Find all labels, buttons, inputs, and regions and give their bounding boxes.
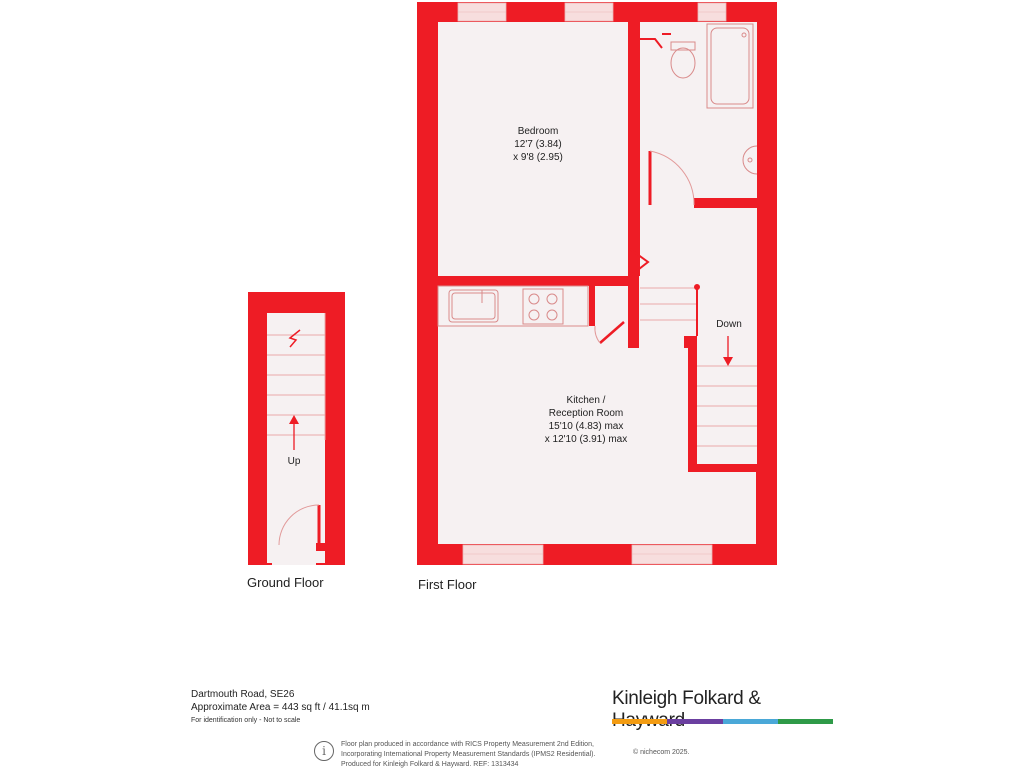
wall-stair-bottom [688,464,757,472]
wall-stair-stub [684,336,697,348]
ground-floor-hall [267,313,325,563]
property-info [191,688,370,727]
property-address: Dartmouth Road, SE26 [191,689,295,700]
first-floor [417,2,777,565]
brand-name: Kinleigh Folkard & [612,688,761,709]
bathroom-floor [640,22,757,198]
first-floor-label: First Floor [418,577,477,592]
landing-floor [640,208,757,284]
wall-cupboard [628,276,639,348]
ground-door-opening [272,545,316,565]
disclaimer-line1: Floor plan produced in accordance with RICS Property Measurement 2nd Edition, [341,741,594,748]
newel-post [694,284,700,290]
bedroom-name: Bedroom [517,126,559,137]
ground-stair-label: Up [287,456,301,467]
info-icon: i [314,741,334,761]
worktop [438,286,588,326]
wall-bath-bottom [694,198,757,208]
brand-bar-green [778,719,833,724]
property-note: For identification only - Not to scale [191,717,301,724]
ground-floor-label: Ground Floor [247,575,324,590]
brand-color-bar [612,719,833,724]
disclaimer [341,740,595,770]
kitchen-dim1: 15'10 (4.83) max [548,421,624,432]
disclaimer-line2: Incorporating International Property Measurement Standards (IPMS2 Residential). [341,751,596,758]
brand-bar-orange [612,719,667,724]
first-stair-label: Down [716,319,742,330]
wall-bedroom-bottom [438,276,628,286]
brand-bar-purple [667,719,722,724]
wall-cupboard-left [589,286,595,326]
disclaimer-line3: Produced for Kinleigh Folkard & Hayward. REF: 1313434 [341,761,519,768]
kitchen-name2: Reception Room [548,408,624,419]
bedroom-dim1: 12'7 (3.84) [514,139,562,150]
property-area: Approximate Area = 443 sq ft / 41.1sq m [191,702,370,713]
ground-door-jamb [316,543,325,551]
kitchen-counter [438,286,588,326]
copyright: © nichecom 2025. [633,749,690,756]
kitchen-name1: Kitchen / [566,395,606,406]
bedroom-dim2: x 9'8 (2.95) [513,152,563,163]
ground-floor [248,292,345,565]
brand-bar-blue [723,719,778,724]
wall-bedroom-bath [628,2,640,214]
kitchen-dim2: x 12'10 (3.91) max [544,434,628,445]
wall-stair-left [688,336,697,472]
